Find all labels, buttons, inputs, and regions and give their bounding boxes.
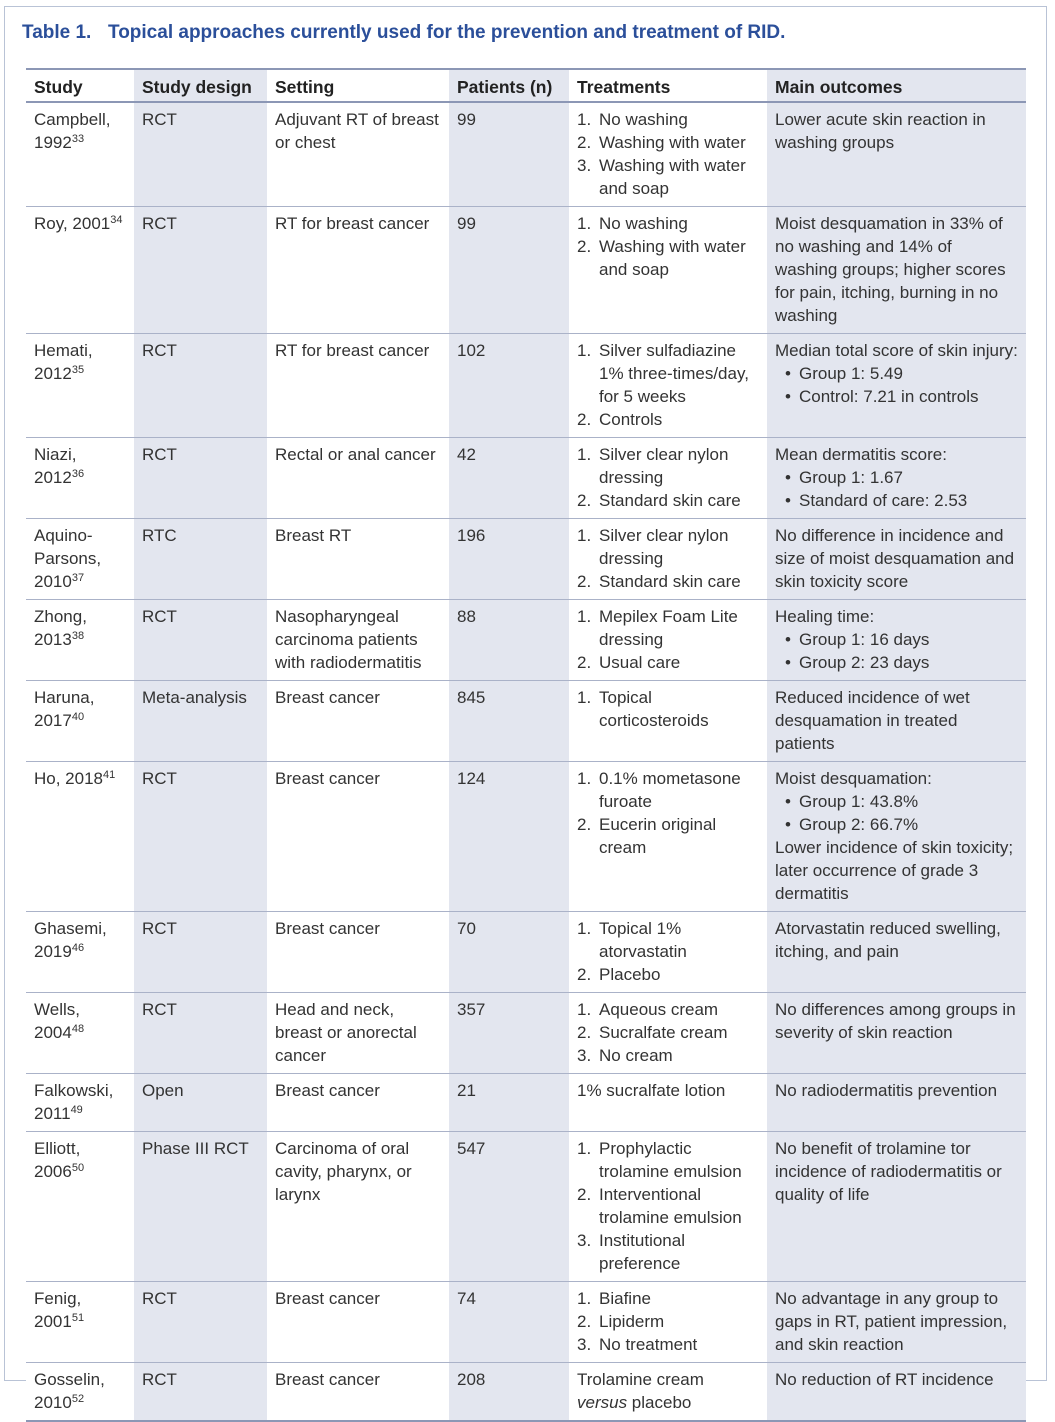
table-row (26, 519, 1026, 600)
treatment-item (577, 1287, 759, 1310)
outcome-bullet-list (775, 466, 1018, 512)
cell-study-design: RTC (134, 519, 267, 600)
cell-treatments (569, 334, 767, 438)
outcome-bullet (785, 651, 1018, 674)
treatment-list (577, 339, 759, 431)
bullet-dot-icon: • (785, 792, 791, 811)
cell-patients: 70 (449, 912, 569, 993)
cell-patients: 357 (449, 993, 569, 1074)
reference-number: 52 (71, 1393, 85, 1405)
treatment-number: 2. (577, 572, 592, 591)
treatment-item (577, 235, 759, 281)
reference-number: 48 (71, 1023, 85, 1035)
treatment-text: Trolamine cream (577, 1370, 704, 1389)
outcome-bullet-text: Group 2: 23 days (799, 653, 930, 672)
treatment-number: 1. (577, 110, 592, 129)
header-treatments: Treatments (569, 69, 767, 102)
treatment-list (577, 443, 759, 512)
treatment-item (577, 1044, 759, 1067)
cell-treatments (569, 1074, 767, 1132)
treatment-number: 3. (577, 1046, 592, 1065)
reference-number: 33 (71, 133, 85, 145)
treatment-text: Aqueous cream (599, 1000, 719, 1019)
cell-study-design: Phase III RCT (134, 1132, 267, 1282)
treatment-text: Topical corticosteroids (599, 688, 709, 730)
treatment-text: Placebo (599, 965, 661, 984)
outcome-bullet-list (775, 628, 1018, 674)
reference-number: 50 (71, 1162, 85, 1174)
cell-study (26, 1282, 134, 1363)
studies-table (26, 68, 1026, 1422)
cell-main-outcomes (767, 207, 1026, 334)
outcome-text: No radiodermatitis prevention (775, 1081, 998, 1100)
cell-main-outcomes (767, 681, 1026, 762)
treatment-item (577, 963, 759, 986)
cell-setting: RT for breast cancer (267, 207, 449, 334)
cell-study-design: RCT (134, 1282, 267, 1363)
outcome-text: Median total score of skin injury: (775, 341, 1018, 360)
treatment-text: 1% sucralfate lotion (577, 1081, 726, 1100)
treatment-list (577, 605, 759, 674)
cell-main-outcomes (767, 1282, 1026, 1363)
treatment-number: 1. (577, 1289, 592, 1308)
treatment-number: 1. (577, 341, 592, 360)
cell-patients: 99 (449, 207, 569, 334)
treatment-item (577, 605, 759, 651)
treatment-text: No cream (599, 1046, 673, 1065)
treatment-list (577, 212, 759, 281)
treatment-number: 2. (577, 815, 592, 834)
outcome-bullet (785, 362, 1018, 385)
cell-treatments (569, 1363, 767, 1422)
treatment-item (577, 489, 759, 512)
cell-study-design: RCT (134, 334, 267, 438)
cell-main-outcomes (767, 993, 1026, 1074)
outcome-text: Lower acute skin reaction in washing groups (775, 110, 986, 152)
treatment-item (577, 524, 759, 570)
treatment-number: 2. (577, 410, 592, 429)
table-header (26, 69, 1026, 102)
study-name: Wells, 2004 (34, 1000, 80, 1042)
treatment-item (577, 339, 759, 408)
treatment-number: 2. (577, 1023, 592, 1042)
treatment-number: 2. (577, 491, 592, 510)
treatment-text: Silver clear nylon dressing (599, 445, 729, 487)
treatment-text: Controls (599, 410, 663, 429)
cell-study (26, 993, 134, 1074)
treatment-item (577, 443, 759, 489)
cell-patients: 74 (449, 1282, 569, 1363)
cell-study-design: Meta-analysis (134, 681, 267, 762)
reference-number: 38 (71, 630, 85, 642)
treatment-number: 2. (577, 133, 592, 152)
treatment-number: 1. (577, 688, 592, 707)
cell-study (26, 519, 134, 600)
treatment-item (577, 1183, 759, 1229)
table-label: Table 1. (22, 22, 92, 43)
table-row (26, 1132, 1026, 1282)
outcome-text: No reduction of RT incidence (775, 1370, 994, 1389)
reference-number: 40 (71, 711, 85, 723)
reference-number: 34 (110, 214, 123, 226)
treatment-item (577, 813, 759, 859)
study-name: Ho, 2018 (34, 769, 103, 788)
cell-patients: 102 (449, 334, 569, 438)
outcome-text: No differences among groups in severity of skin reaction (775, 1000, 1016, 1042)
study-name: Roy, 2001 (34, 214, 111, 233)
treatment-text: Silver clear nylon dressing (599, 526, 729, 568)
outcome-text: No benefit of trolamine tor incidence of radiodermatitis or quality of life (775, 1139, 1002, 1204)
study-name: Hemati, 2012 (34, 341, 93, 383)
outcome-bullet-text: Standard of care: 2.53 (799, 491, 968, 510)
header-patients: Patients (n) (449, 69, 569, 102)
treatment-list (577, 767, 759, 859)
table-row (26, 681, 1026, 762)
cell-patients: 21 (449, 1074, 569, 1132)
bullet-dot-icon: • (785, 491, 791, 510)
table-row (26, 102, 1026, 207)
cell-setting: Breast cancer (267, 1074, 449, 1132)
cell-setting: Breast cancer (267, 681, 449, 762)
treatment-italic: versus (577, 1393, 628, 1412)
treatment-text: Standard skin care (599, 491, 741, 510)
treatment-item (577, 1333, 759, 1356)
cell-study (26, 1132, 134, 1282)
cell-study (26, 681, 134, 762)
study-name: Campbell, 1992 (34, 110, 111, 152)
table-row (26, 600, 1026, 681)
cell-patients: 208 (449, 1363, 569, 1422)
table-caption (22, 22, 785, 44)
treatment-number: 3. (577, 1231, 592, 1250)
study-name: Gosselin, 2010 (34, 1370, 105, 1412)
treatment-item (577, 1229, 759, 1275)
cell-main-outcomes (767, 1074, 1026, 1132)
table-row (26, 993, 1026, 1074)
cell-treatments (569, 207, 767, 334)
reference-number: 37 (71, 572, 85, 584)
cell-study (26, 334, 134, 438)
treatment-list (577, 686, 759, 732)
table-row (26, 1282, 1026, 1363)
outcome-bullet-text: Control: 7.21 in controls (799, 387, 979, 406)
treatment-number: 3. (577, 1335, 592, 1354)
treatment-text: Washing with water (599, 133, 746, 152)
reference-number: 36 (71, 468, 85, 480)
outcome-bullet-text: Group 1: 1.67 (799, 468, 903, 487)
treatment-number: 3. (577, 156, 592, 175)
treatment-number: 1. (577, 445, 592, 464)
treatment-text: No treatment (599, 1335, 698, 1354)
treatment-number: 1. (577, 526, 592, 545)
treatment-item (577, 1310, 759, 1333)
cell-study-design: RCT (134, 1363, 267, 1422)
treatment-item (577, 570, 759, 593)
outcome-text: Mean dermatitis score: (775, 445, 947, 464)
treatment-number: 1. (577, 1000, 592, 1019)
outcome-text: No advantage in any group to gaps in RT, patient impression, and skin reaction (775, 1289, 1008, 1354)
cell-patients: 845 (449, 681, 569, 762)
reference-number: 41 (103, 769, 116, 781)
header-setting: Setting (267, 69, 449, 102)
cell-setting: Adjuvant RT of breast or chest (267, 102, 449, 207)
treatment-text-after: placebo (627, 1393, 692, 1412)
treatment-list (577, 1137, 759, 1275)
cell-patients: 88 (449, 600, 569, 681)
study-name: Aquino-Parsons, 2010 (34, 526, 102, 591)
cell-study-design: RCT (134, 993, 267, 1074)
treatment-text: Sucralfate cream (599, 1023, 728, 1042)
bullet-dot-icon: • (785, 630, 791, 649)
treatment-item (577, 767, 759, 813)
cell-study (26, 438, 134, 519)
header-main-outcomes: Main outcomes (767, 69, 1026, 102)
table-row (26, 438, 1026, 519)
outcome-text: No difference in incidence and size of moist desquamation and skin toxicity score (775, 526, 1015, 591)
outcome-bullet (785, 385, 1018, 408)
header-study: Study (26, 69, 134, 102)
outcome-bullet-list (775, 790, 1018, 836)
treatment-text: Institutional preference (599, 1231, 685, 1273)
treatment-text: No washing (599, 214, 688, 233)
outcome-bullet (785, 489, 1018, 512)
cell-setting: Breast cancer (267, 1363, 449, 1422)
treatment-text: Washing with water and soap (599, 237, 746, 279)
treatment-number: 1. (577, 769, 592, 788)
table-row (26, 1363, 1026, 1422)
cell-treatments (569, 912, 767, 993)
outcome-bullet-text: Group 2: 66.7% (799, 815, 919, 834)
outcome-bullet-text: Group 1: 5.49 (799, 364, 903, 383)
reference-number: 49 (70, 1104, 83, 1116)
table-row (26, 1074, 1026, 1132)
table-row (26, 912, 1026, 993)
outcome-bullet-text: Group 1: 16 days (799, 630, 930, 649)
cell-study-design: Open (134, 1074, 267, 1132)
outcome-text: Moist desquamation in 33% of no washing and 14% of washing groups; higher scores for pain, itching, burning in no washing (775, 214, 1006, 325)
cell-setting: Breast RT (267, 519, 449, 600)
treatment-number: 1. (577, 214, 592, 233)
cell-patients: 42 (449, 438, 569, 519)
cell-setting: Breast cancer (267, 1282, 449, 1363)
header-row (26, 69, 1026, 102)
cell-study (26, 1363, 134, 1422)
cell-setting: Nasopharyngeal carcinoma patients with radiodermatitis (267, 600, 449, 681)
outcome-text: Reduced incidence of wet desquamation in treated patients (775, 688, 970, 753)
table-row (26, 762, 1026, 912)
cell-study (26, 1074, 134, 1132)
treatment-text: Mepilex Foam Lite dressing (599, 607, 738, 649)
treatment-number: 2. (577, 237, 592, 256)
treatment-item (577, 917, 759, 963)
outcome-bullet (785, 628, 1018, 651)
cell-setting: Rectal or anal cancer (267, 438, 449, 519)
cell-main-outcomes (767, 334, 1026, 438)
cell-main-outcomes (767, 912, 1026, 993)
treatment-text: Standard skin care (599, 572, 741, 591)
cell-main-outcomes (767, 519, 1026, 600)
cell-study-design: RCT (134, 438, 267, 519)
cell-setting: Carcinoma of oral cavity, pharynx, or larynx (267, 1132, 449, 1282)
cell-study-design: RCT (134, 912, 267, 993)
cell-treatments (569, 762, 767, 912)
treatment-item (577, 1137, 759, 1183)
cell-main-outcomes (767, 102, 1026, 207)
outcome-bullet-list (775, 362, 1018, 408)
bullet-dot-icon: • (785, 364, 791, 383)
cell-treatments (569, 1132, 767, 1282)
cell-study (26, 102, 134, 207)
study-name: Fenig, 2001 (34, 1289, 82, 1331)
treatment-item (577, 686, 759, 732)
bullet-dot-icon: • (785, 653, 791, 672)
cell-study-design: RCT (134, 207, 267, 334)
treatment-number: 1. (577, 607, 592, 626)
cell-setting: RT for breast cancer (267, 334, 449, 438)
cell-main-outcomes (767, 762, 1026, 912)
cell-setting: Head and neck, breast or anorectal cancer (267, 993, 449, 1074)
treatment-number: 1. (577, 919, 592, 938)
cell-treatments (569, 519, 767, 600)
treatment-text: Interventional trolamine emulsion (599, 1185, 742, 1227)
treatment-list (577, 917, 759, 986)
treatment-item (577, 1021, 759, 1044)
table-row (26, 334, 1026, 438)
cell-treatments (569, 993, 767, 1074)
treatment-text: Usual care (599, 653, 681, 672)
reference-number: 35 (71, 364, 85, 376)
reference-number: 46 (71, 942, 85, 954)
treatment-number: 1. (577, 1139, 592, 1158)
cell-patients: 547 (449, 1132, 569, 1282)
treatment-item (577, 131, 759, 154)
outcome-bullet (785, 790, 1018, 813)
study-name: Zhong, 2013 (34, 607, 87, 649)
reference-number: 51 (71, 1312, 85, 1324)
cell-treatments (569, 681, 767, 762)
treatment-text: No washing (599, 110, 688, 129)
study-name: Elliott, 2006 (34, 1139, 81, 1181)
cell-setting: Breast cancer (267, 762, 449, 912)
treatment-text: Washing with water and soap (599, 156, 746, 198)
outcome-bullet (785, 466, 1018, 489)
treatment-item (577, 998, 759, 1021)
treatment-item (577, 651, 759, 674)
outcome-text: Atorvastatin reduced swelling, itching, and pain (775, 919, 1001, 961)
bullet-dot-icon: • (785, 815, 791, 834)
cell-study-design: RCT (134, 762, 267, 912)
cell-treatments (569, 600, 767, 681)
treatment-number: 2. (577, 1185, 592, 1204)
table-body (26, 102, 1026, 1421)
header-study-design: Study design (134, 69, 267, 102)
treatment-text: Silver sulfadiazine 1% three-times/day, for 5 weeks (599, 341, 749, 406)
cell-treatments (569, 438, 767, 519)
outcome-text: Moist desquamation: (775, 769, 932, 788)
outcome-text: Healing time: (775, 607, 875, 626)
cell-study (26, 600, 134, 681)
cell-patients: 99 (449, 102, 569, 207)
treatment-text: Prophylactic trolamine emulsion (599, 1139, 742, 1181)
cell-main-outcomes (767, 438, 1026, 519)
treatment-list (577, 998, 759, 1067)
treatment-number: 2. (577, 1312, 592, 1331)
study-name: Niazi, 2012 (34, 445, 77, 487)
bullet-dot-icon: • (785, 468, 791, 487)
treatment-item (577, 154, 759, 200)
treatment-item (577, 408, 759, 431)
outcome-text-tail: Lower incidence of skin toxicity; later occurrence of grade 3 dermatitis (775, 838, 1014, 903)
cell-main-outcomes (767, 1132, 1026, 1282)
cell-treatments (569, 1282, 767, 1363)
bullet-dot-icon: • (785, 387, 791, 406)
treatment-list (577, 1287, 759, 1356)
cell-patients: 124 (449, 762, 569, 912)
cell-setting: Breast cancer (267, 912, 449, 993)
treatment-list (577, 524, 759, 593)
cell-study-design: RCT (134, 600, 267, 681)
study-name: Falkowski, 2011 (34, 1081, 114, 1123)
treatment-item (577, 212, 759, 235)
table-title: Topical approaches currently used for the prevention and treatment of RID. (108, 22, 786, 43)
cell-main-outcomes (767, 600, 1026, 681)
treatment-list (577, 108, 759, 200)
outcome-bullet (785, 813, 1018, 836)
treatment-number: 2. (577, 965, 592, 984)
treatment-text: Biafine (599, 1289, 651, 1308)
cell-study (26, 762, 134, 912)
cell-study (26, 207, 134, 334)
treatment-text: Topical 1% atorvastatin (599, 919, 687, 961)
treatment-text: Lipiderm (599, 1312, 665, 1331)
cell-treatments (569, 102, 767, 207)
treatment-text: 0.1% mometasone furoate (599, 769, 741, 811)
treatment-item (577, 108, 759, 131)
treatment-text: Eucerin original cream (599, 815, 717, 857)
table-row (26, 207, 1026, 334)
treatment-number: 2. (577, 653, 592, 672)
cell-patients: 196 (449, 519, 569, 600)
outcome-bullet-text: Group 1: 43.8% (799, 792, 919, 811)
cell-study (26, 912, 134, 993)
study-name: Haruna, 2017 (34, 688, 95, 730)
cell-main-outcomes (767, 1363, 1026, 1422)
study-name: Ghasemi, 2019 (34, 919, 107, 961)
cell-study-design: RCT (134, 102, 267, 207)
